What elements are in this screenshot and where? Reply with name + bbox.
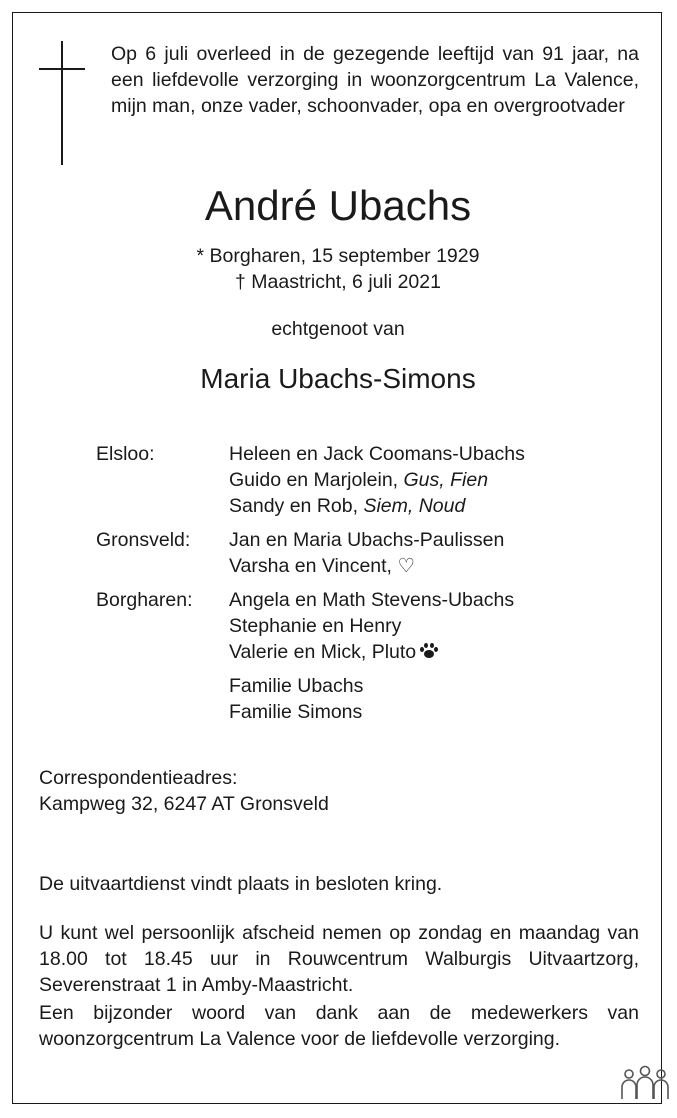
family-member-line bbox=[229, 527, 504, 553]
family-member-text: Familie Simons bbox=[229, 701, 363, 723]
family-group bbox=[96, 527, 525, 579]
family-member-line bbox=[229, 493, 525, 519]
family-members bbox=[229, 673, 363, 725]
birth-line: * Borgharen, 15 september 1929 bbox=[196, 245, 480, 267]
spouse-name: Maria Ubachs-Simons bbox=[200, 363, 476, 394]
family-member-line bbox=[229, 673, 363, 699]
family-member-text: Stephanie en Henry bbox=[229, 615, 402, 637]
farewell-paragraph: U kunt wel persoonlijk afscheid nemen op zondag en maandag van 18.00 tot 18.45 uur in Rouwcentrum Walburgis Uitvaartzorg, Severenstraat 1 in Amby-Maastricht. bbox=[39, 922, 639, 996]
family-member-text: Sandy en Rob, bbox=[229, 495, 364, 517]
family-place bbox=[96, 673, 229, 725]
family-place: Borgharen: bbox=[96, 589, 193, 611]
family-member-line bbox=[229, 553, 504, 579]
family-member-line bbox=[229, 467, 525, 493]
correspondence-label: Correspondentieadres: bbox=[39, 767, 238, 789]
family-member-text: Heleen en Jack Coomans-Ubachs bbox=[229, 443, 525, 465]
family-members bbox=[229, 527, 504, 579]
service-paragraph: De uitvaartdienst vindt plaats in besloten kring. bbox=[39, 873, 443, 895]
paw-icon bbox=[420, 643, 438, 659]
cross-icon bbox=[61, 41, 63, 165]
family-member-line bbox=[229, 441, 525, 467]
intro-text: Op 6 juli overleed in de gezegende leeftijd van 91 jaar, na een liefdevolle verzorging in woonzorgcentrum La Valence, mijn man, onze vader, schoonvader, opa en overgrootvader bbox=[111, 43, 639, 117]
family-member-line bbox=[229, 587, 514, 613]
family-member-line bbox=[229, 699, 363, 725]
family-members bbox=[229, 441, 525, 519]
life-dates bbox=[13, 243, 663, 295]
family-group bbox=[96, 441, 525, 519]
relation-text: echtgenoot van bbox=[271, 318, 405, 340]
deceased-name: André Ubachs bbox=[204, 182, 472, 229]
family-group bbox=[96, 587, 525, 665]
grandchildren-names: Gus, Fien bbox=[403, 469, 489, 491]
cross-icon-bar bbox=[39, 68, 85, 70]
correspondence-block bbox=[39, 765, 639, 817]
thanks-paragraph: Een bijzonder woord van dank aan de medewerkers van woonzorgcentrum La Valence voor de liefdevolle verzorging. bbox=[39, 1002, 639, 1050]
family-group bbox=[96, 673, 525, 725]
family-list bbox=[96, 441, 525, 733]
family-member-text: Angela en Math Stevens-Ubachs bbox=[229, 589, 515, 611]
grandchildren-names: Siem, Noud bbox=[363, 495, 466, 517]
family-member-text: Guido en Marjolein, bbox=[229, 469, 404, 491]
people-logo-icon bbox=[621, 1065, 669, 1101]
family-member-line bbox=[229, 613, 514, 639]
correspondence-address: Kampweg 32, 6247 AT Gronsveld bbox=[39, 793, 329, 815]
family-member-line bbox=[229, 639, 514, 665]
family-place: Elsloo: bbox=[96, 443, 155, 465]
family-member-text: Varsha en Vincent, ♡ bbox=[229, 555, 415, 577]
family-members bbox=[229, 587, 514, 665]
family-place: Gronsveld: bbox=[96, 529, 191, 551]
death-line: † Maastricht, 6 juli 2021 bbox=[235, 271, 441, 293]
family-member-text: Valerie en Mick, Pluto bbox=[229, 641, 417, 663]
family-member-text: Jan en Maria Ubachs-Paulissen bbox=[229, 529, 505, 551]
family-member-text: Familie Ubachs bbox=[229, 675, 364, 697]
obituary-card bbox=[12, 12, 662, 1104]
